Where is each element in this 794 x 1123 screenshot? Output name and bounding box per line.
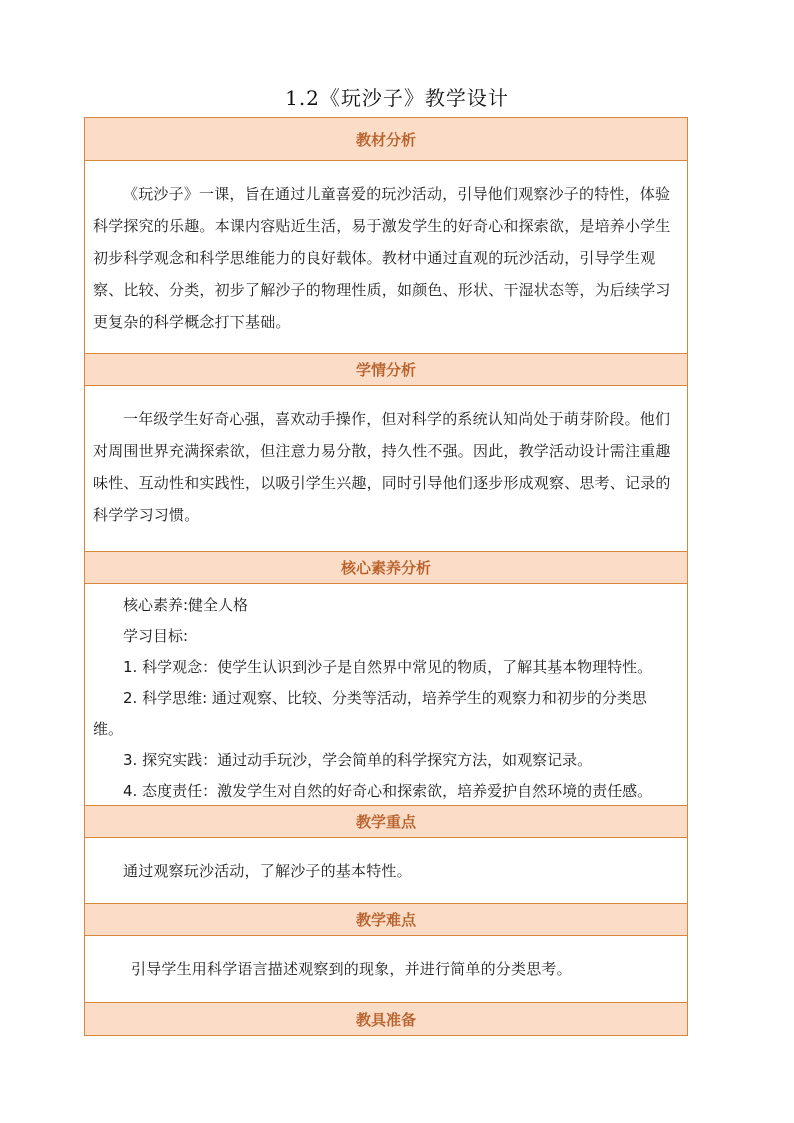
section-body-student-analysis: [85, 386, 687, 551]
section-header-core-literacy: [85, 551, 687, 584]
section-title: 教具准备: [355, 1010, 416, 1029]
learning-goals-label: 学习目标:: [123, 627, 189, 645]
section-header-teaching-focus: [85, 805, 687, 838]
learning-goal-3: 3. 探究实践：通过动手玩沙，学会简单的科学探究方法，如观察记录。: [123, 751, 593, 769]
teaching-difficulty-text: 引导学生用科学语言描述观察到的现象，并进行简单的分类思考。: [131, 960, 572, 978]
section-body-textbook-analysis: [85, 161, 687, 353]
learning-goal-2: 2. 科学思维: 通过观察、比较、分类等活动，培养学生的观察力和初步的分类思: [123, 689, 647, 707]
learning-goal-2-continued: 维。: [93, 720, 124, 738]
learning-goal-4: 4. 态度责任：激发学生对自然的好奇心和探索欲，培养爱护自然环境的责任感。: [123, 782, 653, 800]
textbook-analysis-text: 《玩沙子》一课，旨在通过儿童喜爱的玩沙活动，引导他们观察沙子的特性，体验科学探究的乐趣。本课内容贴近生活，易于激发学生的好奇心和探索欲，是培养小学生初步科学观念和科学思维能力的良好载体。教材中通过直观的玩沙活动，引导学生观察、比较、分类，初步了解沙子的物理性质，如颜色、形状、干湿状态等，为后续学习更复杂的科学概念打下基础。: [93, 185, 671, 331]
section-header-student-analysis: [85, 353, 687, 386]
section-title: 核心素养分析: [340, 559, 431, 577]
section-title: 教学难点: [355, 911, 416, 929]
section-body-core-literacy: [85, 584, 687, 805]
learning-goal-1: 1. 科学观念：使学生认识到沙子是自然界中常见的物质，了解其基本物理特性。: [123, 658, 653, 676]
section-header-teaching-tools: [85, 1002, 687, 1035]
section-title: 教学重点: [355, 813, 416, 831]
section-header-textbook-analysis: [85, 118, 687, 161]
section-header-teaching-difficulty: [85, 903, 687, 936]
student-analysis-text: 一年级学生好奇心强，喜欢动手操作，但对科学的系统认知尚处于萌芽阶段。他们对周围世界充满探索欲，但注意力易分散，持久性不强。因此，教学活动设计需注重趣味性、互动性和实践性，以吸引学生兴趣，同时引导他们逐步形成观察、思考、记录的科学学习习惯。: [93, 410, 671, 524]
section-body-teaching-difficulty: [85, 936, 687, 1002]
lesson-plan-table: [84, 117, 688, 1036]
document-title: 1.2《玩沙子》教学设计: [285, 86, 509, 110]
core-literacy-line: 核心素养:健全人格: [123, 596, 249, 614]
teaching-focus-text: 通过观察玩沙活动，了解沙子的基本特性。: [123, 861, 412, 880]
section-body-teaching-focus: [85, 838, 687, 903]
section-title: 教材分析: [355, 130, 416, 149]
section-title: 学情分析: [355, 361, 416, 379]
